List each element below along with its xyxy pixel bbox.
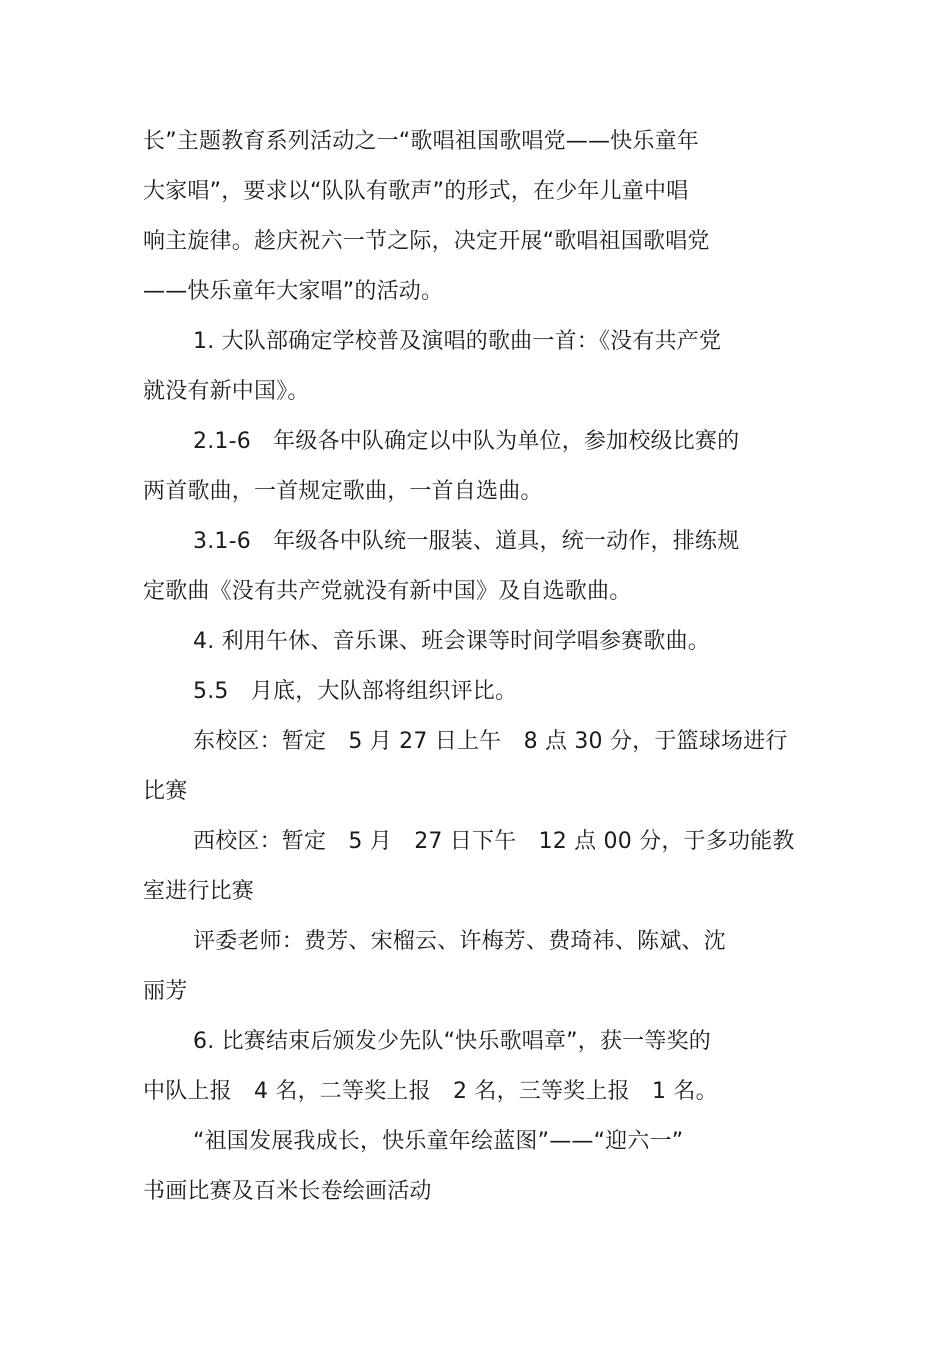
text-line: 4. 利用午休、音乐课、班会课等时间学唱参赛歌曲。 (193, 629, 710, 654)
text-line: 西校区：暂定 5 月 27 日下午 12 点 00 分，于多功能教 (193, 829, 795, 854)
text-line: 5.5 月底，大队部将组织评比。 (193, 679, 518, 704)
text-line: 6. 比赛结束后颁发少先队“快乐歌唱章”，获一等奖的 (193, 1029, 711, 1054)
text-line: 丽芳 (143, 979, 188, 1004)
text-line: 书画比赛及百米长卷绘画活动 (143, 1179, 432, 1204)
text-line: 评委老师：费芳、宋榴云、许梅芳、费琦祎、陈斌、沈 (193, 929, 726, 954)
text-line: 比赛 (143, 779, 188, 804)
text-line: 2.1-6 年级各中队确定以中队为单位，参加校级比赛的 (193, 429, 740, 454)
text-line: 东校区：暂定 5 月 27 日上午 8 点 30 分，于篮球场进行 (193, 729, 788, 754)
text-line: 1. 大队部确定学校普及演唱的歌曲一首：《没有共产党 (193, 329, 722, 354)
text-line: 中队上报 4 名，二等奖上报 2 名，三等奖上报 1 名。 (143, 1079, 718, 1104)
text-line: 响主旋律。趁庆祝六一节之际，决定开展“歌唱祖国歌唱党 (143, 229, 710, 254)
text-line: 长”主题教育系列活动之一“歌唱祖国歌唱党——快乐童年 (143, 129, 699, 154)
text-line: 定歌曲《没有共产党就没有新中国》及自选歌曲。 (143, 579, 632, 604)
text-line: 3.1-6 年级各中队统一服装、道具，统一动作，排练规 (193, 529, 740, 554)
text-line: 就没有新中国》。 (143, 379, 310, 404)
text-line: ——快乐童年大家唱”的活动。 (143, 279, 444, 304)
text-line: 大家唱”，要求以“队队有歌声”的形式，在少年儿童中唱 (143, 179, 689, 204)
text-line: 两首歌曲，一首规定歌曲，一首自选曲。 (143, 479, 543, 504)
text-line: “祖国发展我成长，快乐童年绘蓝图”——“迎六一” (193, 1129, 684, 1154)
text-line: 室进行比赛 (143, 879, 255, 904)
